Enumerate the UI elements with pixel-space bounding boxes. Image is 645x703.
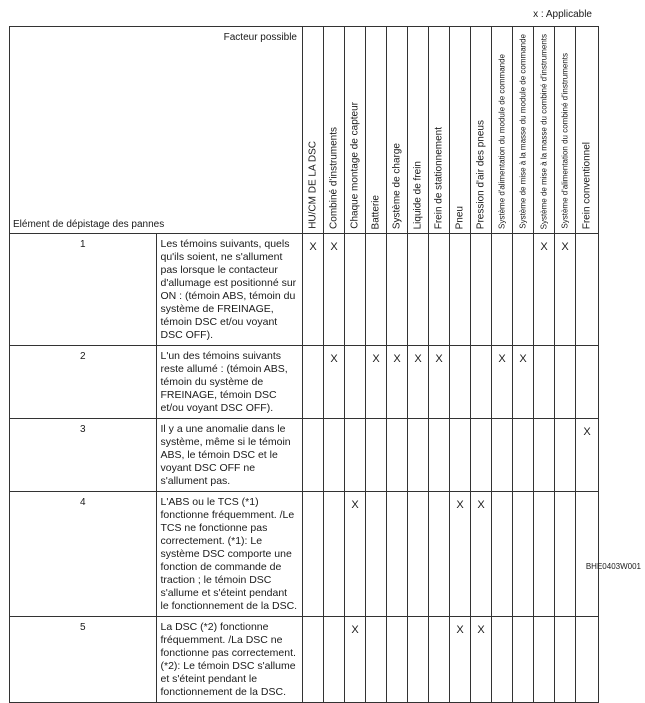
col-header-module-power: Système d'alimentation du module de commande xyxy=(492,27,513,234)
mark-cell xyxy=(492,617,513,703)
mark-cell: X xyxy=(387,346,408,419)
mark-cell xyxy=(324,492,345,617)
mark-cell xyxy=(303,346,324,419)
mark-cell xyxy=(534,492,555,617)
mark-cell: X xyxy=(429,346,450,419)
mark-cell xyxy=(345,419,366,492)
col-header-tire-pressure: Pression d'air des pneus xyxy=(471,27,492,234)
mark-cell xyxy=(576,346,599,419)
mark-cell: X xyxy=(408,346,429,419)
mark-cell xyxy=(324,419,345,492)
mark-cell: X xyxy=(324,234,345,346)
mark-cell xyxy=(492,492,513,617)
mark-cell: X xyxy=(534,234,555,346)
mark-cell xyxy=(450,419,471,492)
mark-cell xyxy=(345,234,366,346)
mark-cell xyxy=(429,492,450,617)
mark-cell: X xyxy=(345,617,366,703)
mark-cell xyxy=(366,492,387,617)
mark-cell: X xyxy=(450,617,471,703)
mark-cell xyxy=(576,492,599,617)
applicable-legend: x : Applicable xyxy=(533,9,592,20)
corner-header-cell xyxy=(10,27,303,234)
mark-cell xyxy=(303,419,324,492)
row-number: 2 xyxy=(10,346,157,419)
mark-cell xyxy=(555,419,576,492)
row-description: Les témoins suivants, quels qu'ils soient, ne s'allument pas lorsque le contacteur d'allumage est positionné sur ON : (témoin ABS, témoin du système de FREINAGE, témoin DSC et/ou voyant DSC OFF). xyxy=(156,234,303,346)
mark-cell xyxy=(492,234,513,346)
mark-cell: X xyxy=(303,234,324,346)
col-header-dsc-hu-cm: HU/CM DE LA DSC xyxy=(303,27,324,234)
mark-cell xyxy=(513,234,534,346)
row-number: 3 xyxy=(10,419,157,492)
mark-cell xyxy=(366,234,387,346)
mark-cell: X xyxy=(450,492,471,617)
mark-cell xyxy=(471,234,492,346)
row-number: 1 xyxy=(10,234,157,346)
header-row xyxy=(10,27,599,234)
mark-cell xyxy=(471,346,492,419)
row-description: Il y a une anomalie dans le système, même si le témoin ABS, le témoin DSC et le voyant DSC OFF ne s'allument pas. xyxy=(156,419,303,492)
col-header-sensor-mounting: Chaque montage de capteur xyxy=(345,27,366,234)
mark-cell xyxy=(555,492,576,617)
figure-reference: BHE0403W001 xyxy=(585,562,641,571)
col-header-battery: Batterie xyxy=(366,27,387,234)
mark-cell: X xyxy=(345,492,366,617)
col-header-tire: Pneu xyxy=(450,27,471,234)
row-description: La DSC (*2) fonctionne fréquemment. /La DSC ne fonctionne pas correctement. (*2): Le témoin DSC s'allume et s'éteint pendant le fonctionnement de la DSC. xyxy=(156,617,303,703)
row-description: L'ABS ou le TCS (*1) fonctionne fréquemment. /Le TCS ne fonctionne pas correctement. (*1): Le système DSC comporte une fonction de commande de traction ; le témoin DSC s'allume et s'éteint pendant le fonctionnement de la DSC. xyxy=(156,492,303,617)
mark-cell xyxy=(408,234,429,346)
mark-cell: X xyxy=(513,346,534,419)
mark-cell xyxy=(366,617,387,703)
mark-cell: X xyxy=(324,346,345,419)
row-description: L'un des témoins suivants reste allumé : (témoin ABS, témoin du système de FREINAGE, témoin DSC et/ou voyant DSC OFF). xyxy=(156,346,303,419)
mark-cell xyxy=(576,617,599,703)
mark-cell xyxy=(387,234,408,346)
mark-cell xyxy=(324,617,345,703)
col-header-cluster-ground: Système de mise à la masse du combiné d'instruments xyxy=(534,27,555,234)
table-row xyxy=(10,419,599,492)
mark-cell: X xyxy=(366,346,387,419)
mark-cell: X xyxy=(576,419,599,492)
mark-cell xyxy=(534,346,555,419)
col-header-parking-brake: Frein de stationnement xyxy=(429,27,450,234)
col-header-conventional-brake: Frein conventionnel xyxy=(576,27,599,234)
mark-cell xyxy=(408,617,429,703)
mark-cell xyxy=(492,419,513,492)
mark-cell xyxy=(387,492,408,617)
mark-cell xyxy=(513,492,534,617)
row-number: 4 xyxy=(10,492,157,617)
mark-cell xyxy=(429,234,450,346)
mark-cell xyxy=(513,419,534,492)
mark-cell xyxy=(387,419,408,492)
mark-cell: X xyxy=(555,234,576,346)
col-header-module-ground: Système de mise à la masse du module de commande xyxy=(513,27,534,234)
table-row xyxy=(10,617,599,703)
mark-cell xyxy=(366,419,387,492)
col-header-brake-fluid: Liquide de frein xyxy=(408,27,429,234)
mark-cell xyxy=(408,419,429,492)
mark-cell xyxy=(576,234,599,346)
mark-cell xyxy=(429,419,450,492)
factor-label: Facteur possible xyxy=(223,32,297,43)
mark-cell xyxy=(555,617,576,703)
mark-cell xyxy=(534,617,555,703)
mark-cell xyxy=(387,617,408,703)
mark-cell xyxy=(450,234,471,346)
element-label: Elément de dépistage des pannes xyxy=(13,219,165,230)
mark-cell xyxy=(345,346,366,419)
mark-cell: X xyxy=(471,492,492,617)
col-header-instrument-cluster: Combiné d'instruments xyxy=(324,27,345,234)
mark-cell xyxy=(534,419,555,492)
mark-cell xyxy=(555,346,576,419)
mark-cell xyxy=(303,492,324,617)
mark-cell xyxy=(513,617,534,703)
mark-cell xyxy=(303,617,324,703)
mark-cell xyxy=(408,492,429,617)
table-row xyxy=(10,492,599,617)
troubleshooting-table xyxy=(9,26,599,703)
col-header-cluster-power: Système d'alimentation du combiné d'instruments xyxy=(555,27,576,234)
mark-cell: X xyxy=(471,617,492,703)
row-number: 5 xyxy=(10,617,157,703)
mark-cell: X xyxy=(492,346,513,419)
mark-cell xyxy=(471,419,492,492)
table-row xyxy=(10,346,599,419)
mark-cell xyxy=(429,617,450,703)
mark-cell xyxy=(450,346,471,419)
table-row xyxy=(10,234,599,346)
col-header-charging-system: Système de charge xyxy=(387,27,408,234)
